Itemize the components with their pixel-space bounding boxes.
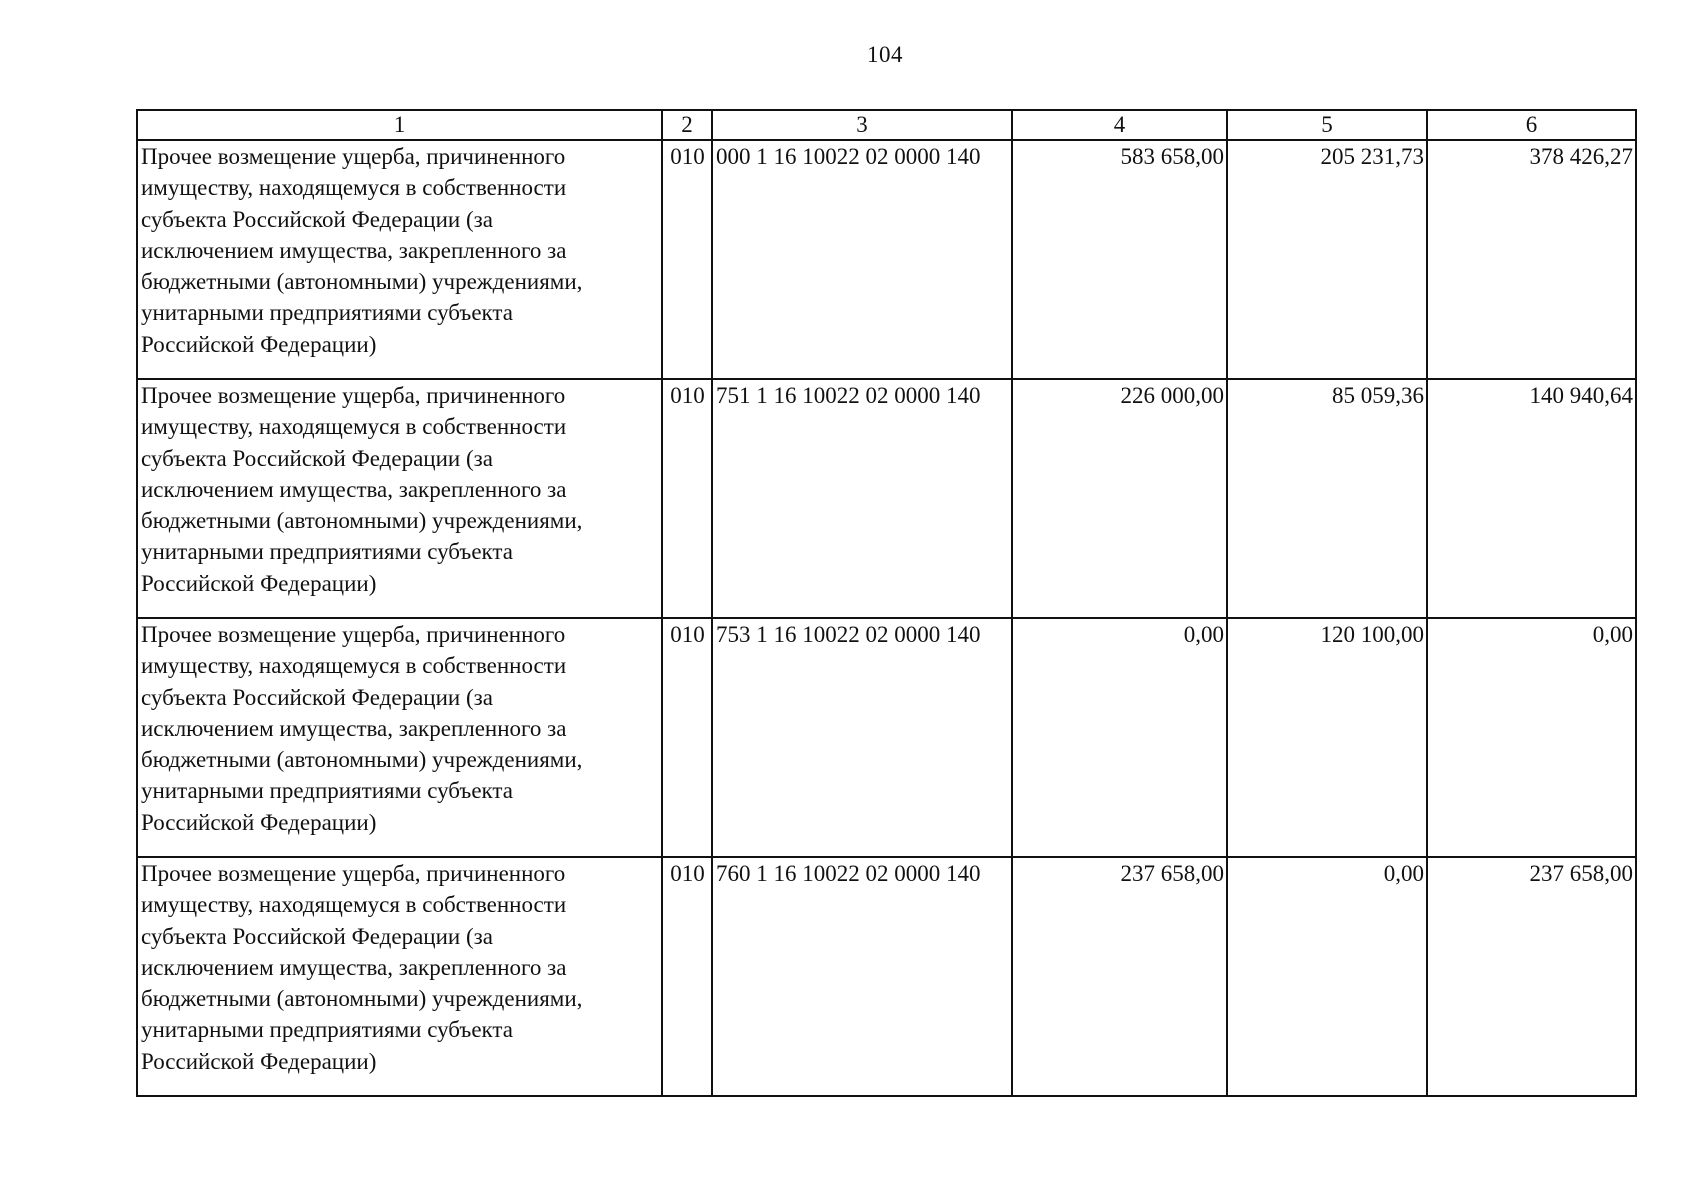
- table-row: [137, 379, 1636, 618]
- income-report-table: [136, 109, 1637, 1097]
- row-value-col5: 0,00: [1227, 857, 1427, 1096]
- row-description: Прочее возмещение ущерба, причиненного имуществу, находящемуся в собственности субъекта Российской Федерации (за исключением имущества, закрепленного за бюджетными (автономными) учреждениями, унитарными предприятиями субъекта Российской Федерации): [137, 379, 662, 618]
- column-header-5: 5: [1227, 110, 1427, 140]
- row-value-col4: 237 658,00: [1012, 857, 1227, 1096]
- row-value-col4: 0,00: [1012, 618, 1227, 857]
- row-value-col6: 378 426,27: [1427, 140, 1636, 379]
- table-row: [137, 857, 1636, 1096]
- header-row: [137, 110, 1636, 140]
- row-line-code: 010: [662, 140, 712, 379]
- row-value-col6: 140 940,64: [1427, 379, 1636, 618]
- row-value-col6: 0,00: [1427, 618, 1636, 857]
- column-header-3: 3: [712, 110, 1012, 140]
- row-income-code: 760 1 16 10022 02 0000 140: [712, 857, 1012, 1096]
- row-line-code: 010: [662, 857, 712, 1096]
- row-value-col4: 226 000,00: [1012, 379, 1227, 618]
- page-number: 104: [867, 42, 903, 67]
- column-header-2: 2: [662, 110, 712, 140]
- row-value-col4: 583 658,00: [1012, 140, 1227, 379]
- table-row: [137, 140, 1636, 379]
- row-value-col6: 237 658,00: [1427, 857, 1636, 1096]
- column-header-6: 6: [1427, 110, 1636, 140]
- row-income-code: 753 1 16 10022 02 0000 140: [712, 618, 1012, 857]
- row-income-code: 000 1 16 10022 02 0000 140: [712, 140, 1012, 379]
- row-value-col5: 120 100,00: [1227, 618, 1427, 857]
- row-line-code: 010: [662, 379, 712, 618]
- row-description: Прочее возмещение ущерба, причиненного имуществу, находящемуся в собственности субъекта Российской Федерации (за исключением имущества, закрепленного за бюджетными (автономными) учреждениями, унитарными предприятиями субъекта Российской Федерации): [137, 618, 662, 857]
- column-header-1: 1: [137, 110, 662, 140]
- row-description: Прочее возмещение ущерба, причиненного имуществу, находящемуся в собственности субъекта Российской Федерации (за исключением имущества, закрепленного за бюджетными (автономными) учреждениями, унитарными предприятиями субъекта Российской Федерации): [137, 857, 662, 1096]
- column-header-4: 4: [1012, 110, 1227, 140]
- row-value-col5: 205 231,73: [1227, 140, 1427, 379]
- row-description: Прочее возмещение ущерба, причиненного имуществу, находящемуся в собственности субъекта Российской Федерации (за исключением имущества, закрепленного за бюджетными (автономными) учреждениями, унитарными предприятиями субъекта Российской Федерации): [137, 140, 662, 379]
- row-line-code: 010: [662, 618, 712, 857]
- table-row: [137, 618, 1636, 857]
- row-income-code: 751 1 16 10022 02 0000 140: [712, 379, 1012, 618]
- row-value-col5: 85 059,36: [1227, 379, 1427, 618]
